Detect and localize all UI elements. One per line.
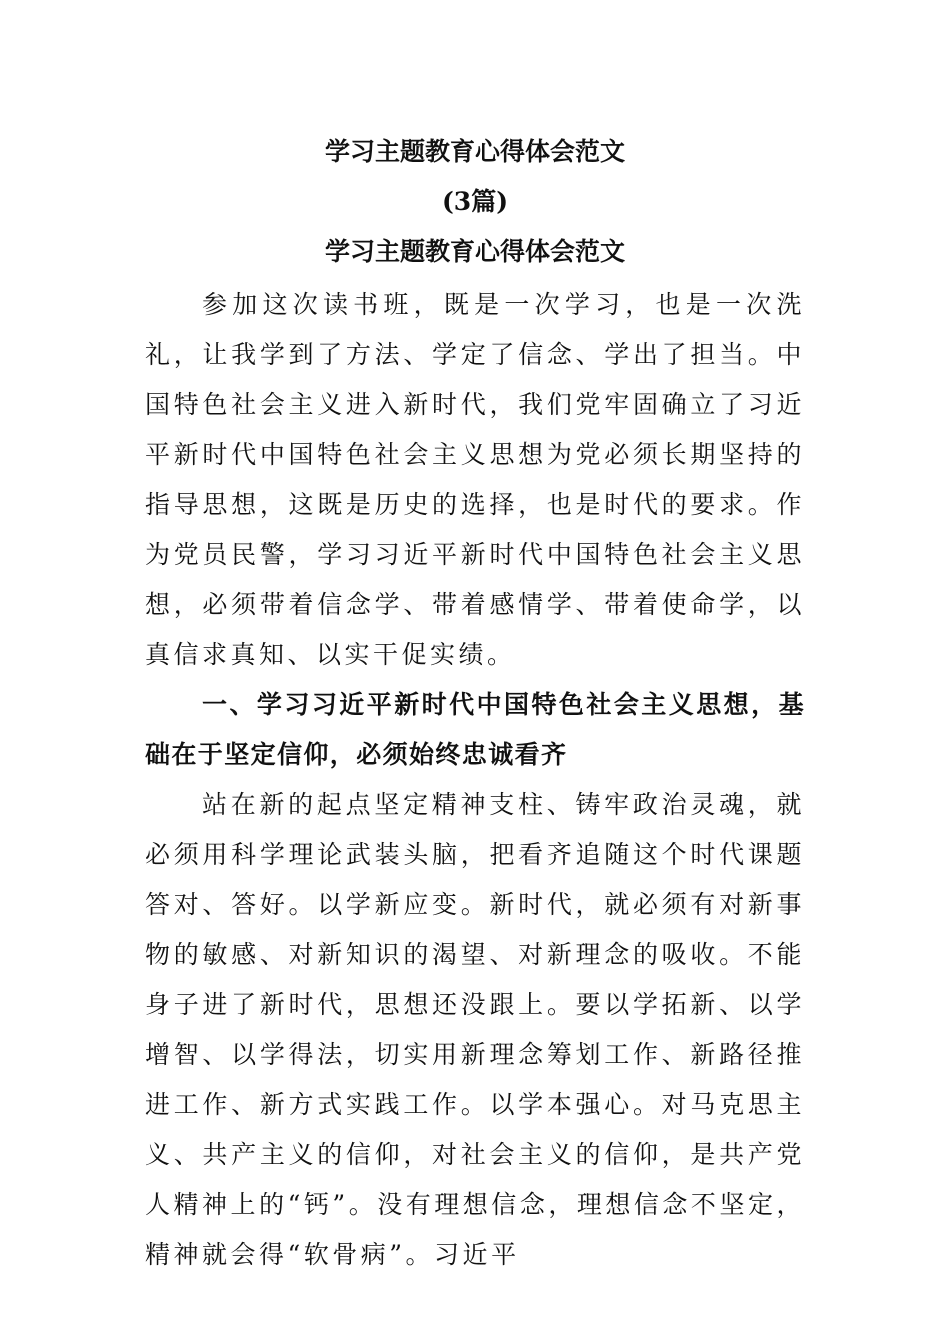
section-title: 学习主题教育心得体会范文 [324, 237, 625, 266]
paragraph-intro: 参加这次读书班，既是一次学习，也是一次洗礼，让我学到了方法、学定了信念、学出了担当。中国特色社会主义进入新时代，我们党牢固确立了习近平新时代中国特色社会主义思想为党必须长期坚持的指导思想，这既是历史的选择，也是时代的要求。作为党员民警，学习习近平新时代中国特色社会主义思想，必须带着信念学、带着感情学、带着使命学，以真信求真知、以实干促实绩。 [145, 290, 805, 669]
document-body [145, 280, 805, 1280]
paragraph-section-1: 站在新的起点坚定精神支柱、铸牢政治灵魂，就必须用科学理论武装头脑，把看齐追随这个时代课题答对、答好。以学新应变。新时代，就必须有对新事物的敏感、对新知识的渴望、对新理念的吸收。不能身子进了新时代，思想还没跟上。要以学拓新、以学增智、以学得法，切实用新理念筹划工作、新路径推进工作、新方式实践工作。以学本强心。对马克思主义、共产主义的信仰，对社会主义的信仰，是共产党人精神上的“钙”。没有理想信念，理想信念不坚定，精神就会得“软骨病”。习近平 [145, 790, 805, 1269]
document-title: 学习主题教育心得体会范文 [324, 137, 625, 166]
document-subtitle: (3篇) [441, 187, 509, 216]
section-heading-1: 一、学习习近平新时代中国特色社会主义思想，基础在于坚定信仰，必须始终忠诚看齐 [145, 690, 805, 769]
